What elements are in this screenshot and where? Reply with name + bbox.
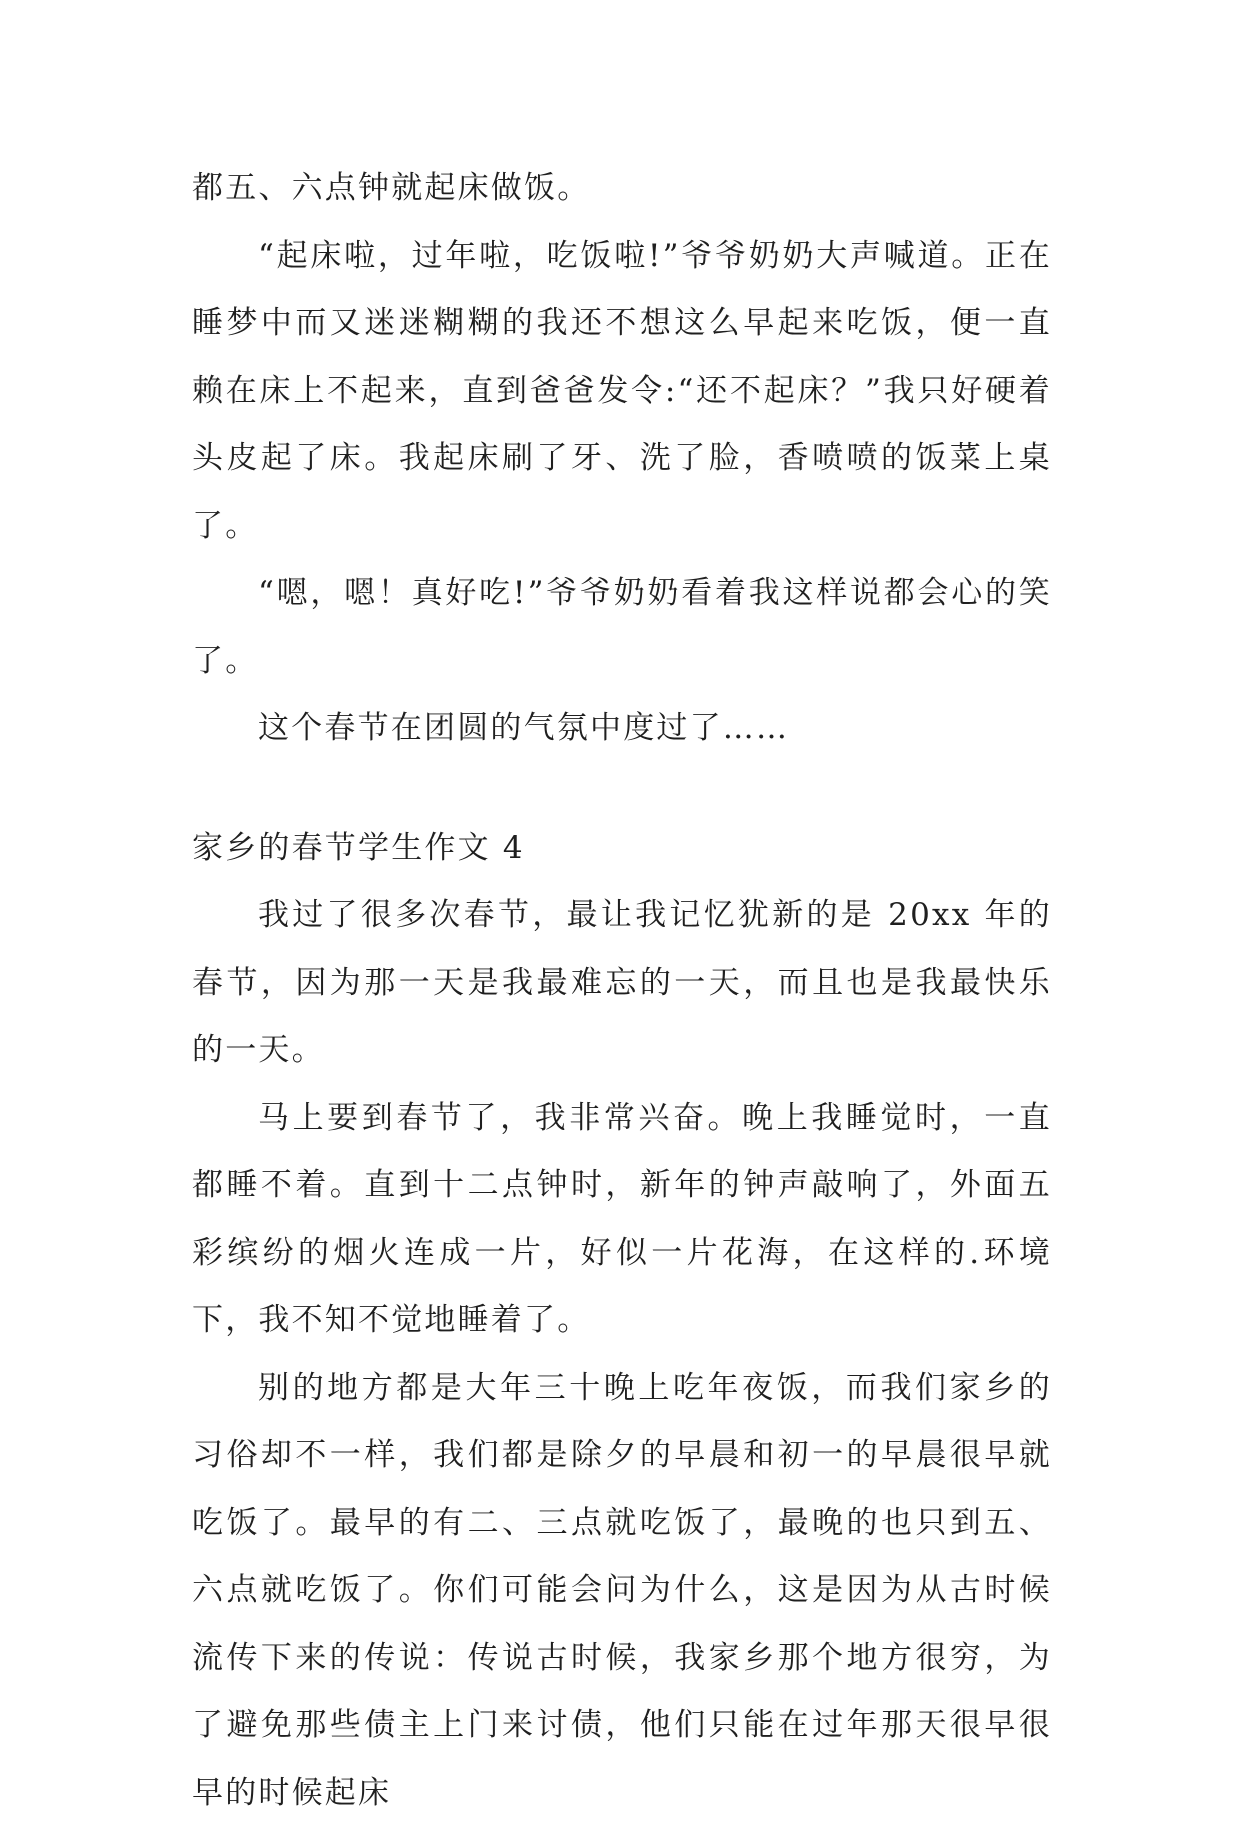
document-body xyxy=(192,155,1052,1827)
paragraph-memorable: 我过了很多次春节，最让我记忆犹新的是 20xx 年的春节，因为那一天是我最难忘的一天，而且也是我最快乐的一天。 xyxy=(192,882,1052,1085)
paragraph-continued: 都五、六点钟就起床做饭。 xyxy=(192,155,1052,223)
paragraph-tasty: “嗯，嗯！真好吃!”爷爷奶奶看着我这样说都会心的笑了。 xyxy=(192,560,1052,695)
paragraph-custom: 别的地方都是大年三十晚上吃年夜饭，而我们家乡的习俗却不一样，我们都是除夕的早晨和初一的早晨很早就吃饭了。最早的有二、三点就吃饭了，最晚的也只到五、六点就吃饭了。你们可能会问为什么，这是因为从古时候流传下来的传说：传说古时候，我家乡那个地方很穷，为了避免那些债主上门来讨债，他们只能在过年那天很早很早的时候起床 xyxy=(192,1355,1052,1827)
section-title: 家乡的春节学生作文 4 xyxy=(192,815,1052,883)
paragraph-reunion: 这个春节在团圆的气氛中度过了…… xyxy=(192,695,1052,763)
paragraph-fireworks: 马上要到春节了，我非常兴奋。晚上我睡觉时，一直都睡不着。直到十二点钟时，新年的钟声敲响了，外面五彩缤纷的烟火连成一片，好似一片花海，在这样的.环境下，我不知不觉地睡着了。 xyxy=(192,1085,1052,1355)
paragraph-wake-up: “起床啦，过年啦，吃饭啦!”爷爷奶奶大声喊道。正在睡梦中而又迷迷糊糊的我还不想这么早起来吃饭，便一直赖在床上不起来，直到爸爸发令:“还不起床？”我只好硬着头皮起了床。我起床刷了牙、洗了脸，香喷喷的饭菜上桌了。 xyxy=(192,223,1052,561)
section-spacer xyxy=(192,763,1052,815)
